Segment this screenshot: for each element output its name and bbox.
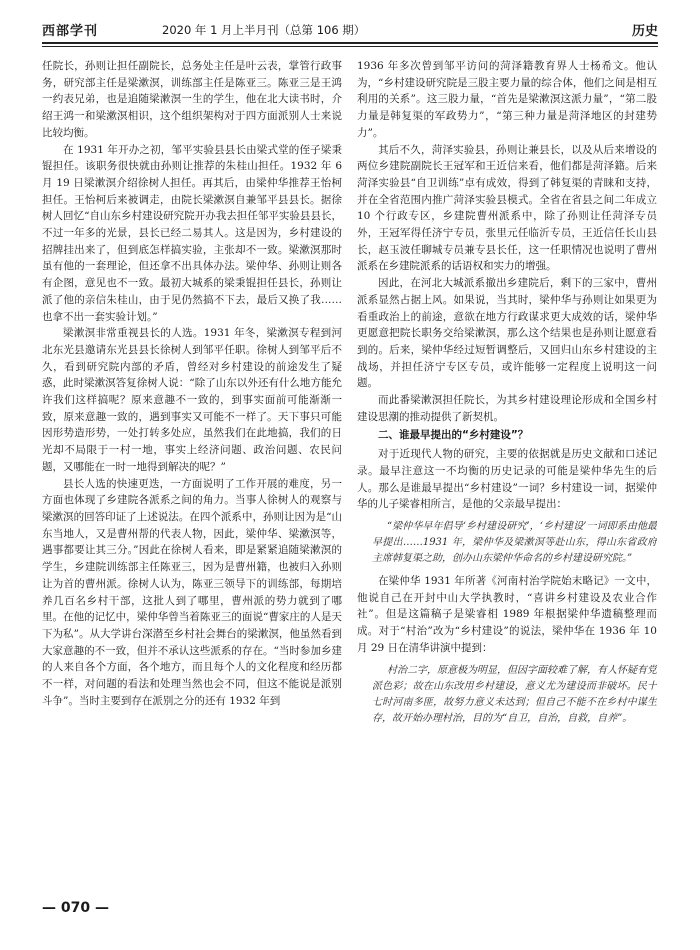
block-quote: “梁仲华早年倡导‘乡村建设研究’，‘乡村建设’一词即系由他最早提出……1931 年，梁仲华及梁漱溟等赴山东，得山东省政府主席韩复渠之助，创办山东梁仲华命名的乡村建设研究院。”: [372, 520, 657, 564]
running-header: [42, 10, 658, 40]
paragraph: 1936 年多次曾到邹平访问的菏泽籍教育界人士杨希文。他认为，“乡村建设研究院是三股主要力量的综合体，他们之间是相互利用的关系”。这三股力量，“首先是梁漱溟这派力量”，“第二股力量是韩复渠的军政势力”，“第三种力量是菏泽地区的封建势力”。: [357, 60, 657, 139]
block-quote: 村治二字，原意极为明显，但因字面较难了解，有人怀疑有党派色彩；故在山东改用乡村建设，意义尤为建设而非破坏。民十七时河南多匪，故努力意义未达到；但自己不能不在乡村中谋生存，故开始办理村治，目的为“自卫，自治，自救，自养”。: [372, 664, 657, 724]
right-column: [357, 58, 657, 898]
paragraph: 梁漱溟非常重视县长的人选。1931 年冬，梁漱溟专程到河北东光县邀请东光县县长徐树人到邹平任职。徐树人到邹平后不久，看到研究院内部的矛盾，曾经对乡村建设的前途发生了疑惑，此时梁漱溟答复徐树人说：“除了山东以外还有什么地方能允许我们这样搞呢？原来意趣不一致的，到事实面前可能渐渐一致，原来意趣一致的，遇到事实又可能不一样了。天下事只可能因形势造形势，一处打转多处应，虽然我们在此地搞，我们的日光却不局限于一村一地，事实上经济问题、政治问题、农民问题，又哪能在一时一地得到解决的呢？”: [42, 327, 342, 473]
paragraph: 其后不久，菏泽实验县，孙则让兼县长，以及从后来增设的两位乡建院副院长王冠军和王近信来看，他们都是菏泽籍。后来菏泽实验县“自卫训练”卓有成效，得到了韩复渠的青睐和支持，并在全省范围内推广菏泽实验县模式。全省在省县之间二年成立 10 个行政专区，乡建院曹州派系中，除了孙则让任菏泽专员外，王冠军得任济宁专员，张里元任临沂专员，王近信任长山县长，赵玉波任聊城专员兼专县长任，这一任职情况也说明了曹州派系在乡建院派系的话语权和实力的增强。: [357, 143, 657, 273]
issue-info: 2020 年 1 月上半月刊（总第 106 期）: [162, 23, 366, 37]
paragraph: 县长人选的快速更迭，一方面说明了工作开展的难度，另一方面也体现了乡建院各派系之间的角力。当事人徐树人的观察与梁漱溟的回答印证了上述说法。在四个派系中，孙则让因为是“山东当地人，又是曹州帮的代表人物，因此，梁仲华、梁漱溟等，遇事都要让其三分。”因此在徐树人看来，即是紧紧追随梁漱溟的学生，乡建院训练部主任陈亚三，因为是曹州籍，也被归入孙则让为首的曹州派。徐树人认为，陈亚三领导下的训练部，每期培养几百名乡村干部，这批人到了哪里，曹州派的势力就到了哪里。在他的记忆中，梁仲华曾当着陈亚三的面说“曹家庄的人是天下为私”。从大学讲台深潜至乡村社会舞台的梁漱溟，他虽然看到大家意趣的不一致，但并不承认这些派系的存在。“当时参加乡建的人来自各个方面，各个地方，而且每个人的文化程度和经历都不一样，对问题的看法和处理当然也会不同，但这不能说是派别斗争”。当时主要到存在派别之分的还有 1932 年到: [42, 477, 342, 707]
header-rule-thick: [42, 42, 658, 44]
header-rule-thin: [42, 46, 658, 47]
paragraph: 在梁仲华 1931 年所著《河南村治学院始末略记》一文中，他说自己在开封中山大学执教时，“喜讲乡村建设及农业合作社”。但是这篇稿子是梁睿相 1989 年根据梁仲华遗稿整理而成。对于“村治”改为“乡村建设”的说法，梁仲华在 1936 年 10 月 29 日在清华讲演中提到：: [357, 574, 657, 654]
paragraph: 对于近现代人物的研究，主要的依据就是历史文献和口述记录。最早注意这一不均衡的历史记录的可能是梁仲华先生的后人。那么是谁最早提出“乡村建设”一词？乡村建设一词，据梁仲华的儿子梁睿相所言，是他的父亲最早提出：: [357, 448, 657, 511]
paragraph: 因此，在河北大城派系撤出乡建院后，剩下的三家中，曹州派系显然占据上风。如果说，当其时，梁仲华与孙则让如果更为看重政治上的前途，意欲在地方行政谋求更大成效的话，梁仲华更愿意把院长职务交给梁漱溟，那么这个结果也是孙则让愿意看到的。后来，梁仲华经过短暂调整后，又回归山东乡村建设的主战场，并担任济宁专区专员，或许能够一定程度上说明这一问题。: [357, 277, 657, 390]
paragraph: 而此番梁漱溟担任院长，为其乡村建设理论形成和全国乡村建设思潮的推动提供了新契机。: [357, 394, 657, 423]
section-label: 历史: [631, 24, 658, 39]
section-heading: 二、谁最早提出的“乡村建设”？: [378, 429, 529, 442]
journal-name: 西部学刊: [42, 24, 99, 39]
paragraph: 在 1931 年开办之初，邹平实验县县长由梁式堂的侄子梁秉锟担任。该职务很快就由孙则让推荐的朱桂山担任。1932 年 6 月 19 日梁漱溟介绍徐树人担任。再其后，由梁仲华推荐王怡柯担任。王怡柯后来被调走，由院长梁漱溟自兼邹平县县长。据徐树人回忆“自山东乡村建设研究院开办我去担任邹平实验县县长，不过一年多的光景，县长已经二易其人。这是因为，乡村建设的招牌挂出来了，但到底怎样搞实验，主张却不一致。梁漱溟那时虽有他的一套理论，但还拿不出具体办法。梁仲华、孙则让则各有企图，意见也不一致。最初大城系的梁秉锟担任县长，孙则让派了他的亲信朱桂山，由于见仍然搞不下去，最后又换了我……也拿不出一套实验计划。”: [42, 143, 342, 323]
left-column: [42, 58, 342, 898]
page-number: — 070 —: [42, 900, 109, 916]
paragraph: 任院长，孙则让担任副院长，总务处主任是叶云表，掌管行政事务，研究部主任是梁漱溟，训练部主任是陈亚三。陈亚三是王鸿一约表兄弟，也是追随梁漱溟一生的学生，他在北大读书时，介绍王鸿一和梁漱溟相识，这个组织架构对于四方面派别人士来说比较均衡。: [42, 60, 342, 139]
